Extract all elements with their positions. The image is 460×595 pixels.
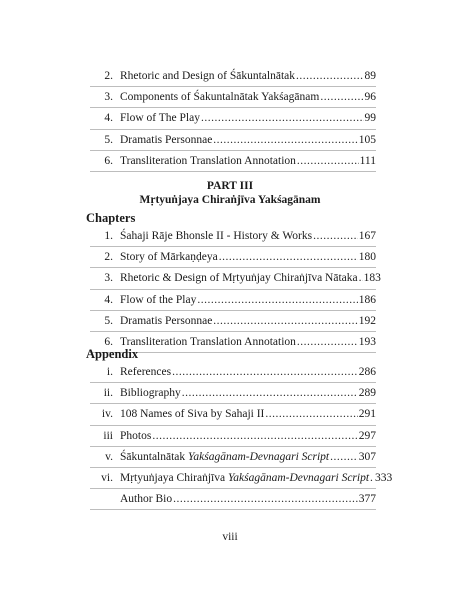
chapters-toc-list bbox=[90, 226, 381, 353]
entry-number: 4. bbox=[104, 112, 113, 125]
dot-leader bbox=[173, 489, 358, 509]
entry-title: Rhetoric & Design of Mṛtyuṅjay Chiraṅjīva Nātaka bbox=[120, 272, 358, 285]
entry-title: Śahaji Rāje Bhonsle II - History & Works bbox=[120, 230, 313, 242]
toc-entry bbox=[90, 426, 376, 447]
entry-title: Bibliography bbox=[120, 387, 181, 400]
dot-leader bbox=[297, 332, 358, 352]
dot-leader bbox=[172, 362, 358, 382]
entry-page-number: 167 bbox=[358, 230, 376, 242]
toc-entry bbox=[90, 66, 376, 87]
entry-number: i. bbox=[106, 366, 113, 378]
dot-leader bbox=[296, 66, 363, 86]
entry-title-italic: Yakśagānam-Devnagari Script bbox=[227, 471, 370, 484]
entry-title bbox=[120, 447, 329, 467]
part-two-toc-list bbox=[90, 66, 376, 172]
entry-page-number: 111 bbox=[359, 154, 376, 167]
entry-number: 3. bbox=[104, 272, 113, 285]
dot-leader bbox=[213, 311, 357, 331]
dot-leader bbox=[313, 226, 358, 246]
toc-entry bbox=[90, 226, 376, 247]
toc-entry bbox=[90, 383, 376, 404]
entry-number: 5. bbox=[104, 133, 113, 146]
entry-title: Rhetoric and Design of Śākuntalnātak bbox=[120, 70, 296, 82]
entry-title: Transliteration Translation Annotation bbox=[120, 335, 296, 348]
toc-entry bbox=[90, 311, 376, 332]
dot-leader bbox=[265, 404, 357, 424]
entry-page-number: 180 bbox=[358, 251, 376, 264]
toc-entry bbox=[90, 468, 393, 489]
page-folio: viii bbox=[222, 531, 238, 543]
dot-leader bbox=[201, 108, 364, 128]
entry-page-number: 377 bbox=[358, 493, 376, 506]
entry-number: 1. bbox=[104, 230, 113, 242]
toc-entry bbox=[90, 130, 376, 151]
entry-title: 108 Names of Siva by Sahaji II bbox=[120, 408, 265, 421]
toc-entry bbox=[90, 87, 376, 108]
toc-entry bbox=[90, 108, 376, 129]
entry-title: Dramatis Personnae bbox=[120, 314, 213, 327]
toc-entry bbox=[90, 489, 376, 510]
entry-page-number: 291 bbox=[358, 408, 376, 421]
entry-page-number: 105 bbox=[358, 133, 376, 146]
entry-page-number: 286 bbox=[358, 366, 376, 378]
dot-leader bbox=[182, 383, 358, 403]
entry-number: 2. bbox=[104, 70, 113, 82]
entry-title: References bbox=[120, 366, 172, 378]
entry-number: 2. bbox=[104, 251, 113, 264]
toc-entry bbox=[90, 290, 376, 311]
entry-title bbox=[120, 468, 369, 488]
dot-leader bbox=[213, 130, 357, 150]
dot-leader bbox=[370, 468, 374, 488]
entry-page-number: 186 bbox=[358, 293, 376, 306]
entry-title-roman: Mṛtyuṅjaya Chiraṅjīva bbox=[120, 471, 228, 484]
dot-leader bbox=[320, 87, 363, 107]
entry-page-number: 89 bbox=[364, 70, 376, 82]
entry-number: 5. bbox=[104, 314, 113, 327]
toc-entry bbox=[90, 362, 376, 383]
dot-leader bbox=[219, 247, 358, 267]
entry-page-number: 192 bbox=[358, 314, 376, 327]
dot-leader bbox=[359, 268, 363, 288]
dot-leader bbox=[152, 426, 357, 446]
entry-title-roman: Śākuntalnātak bbox=[120, 450, 189, 463]
dot-leader bbox=[197, 290, 357, 310]
entry-title: Flow of The Play bbox=[120, 112, 200, 125]
toc-entry bbox=[90, 447, 376, 468]
entry-title: Dramatis Personnae bbox=[120, 133, 213, 146]
entry-number: vi. bbox=[101, 471, 113, 484]
appendix-toc-list bbox=[90, 362, 393, 510]
appendix-heading: Appendix bbox=[86, 347, 139, 361]
entry-number: 6. bbox=[104, 154, 113, 167]
entry-title: Photos bbox=[120, 429, 152, 442]
part-title: Mṛtyuṅjaya Chiraṅjīva Yakśagānam bbox=[139, 194, 321, 206]
entry-number: ii. bbox=[103, 387, 113, 400]
entry-page-number: 183 bbox=[363, 272, 381, 285]
entry-title: Components of Śakuntalnātak Yakśagānam bbox=[120, 91, 320, 104]
toc-entry bbox=[90, 404, 376, 425]
entry-page-number: 289 bbox=[358, 387, 376, 400]
entry-page-number: 333 bbox=[375, 471, 393, 484]
dot-leader bbox=[297, 151, 359, 171]
entry-number: 3. bbox=[104, 91, 113, 104]
entry-title: Transliteration Translation Annotation bbox=[120, 154, 296, 167]
entry-number: iv. bbox=[101, 408, 113, 421]
entry-number: 4. bbox=[104, 293, 113, 306]
toc-entry bbox=[90, 247, 376, 268]
part-label: PART III bbox=[206, 180, 254, 192]
toc-entry bbox=[90, 268, 381, 289]
chapters-heading: Chapters bbox=[86, 211, 136, 225]
entry-number: iii bbox=[103, 429, 113, 442]
toc-entry bbox=[90, 151, 376, 172]
entry-page-number: 307 bbox=[358, 450, 376, 463]
entry-title: Flow of the Play bbox=[120, 293, 197, 306]
entry-page-number: 297 bbox=[358, 429, 376, 442]
entry-title-italic: Yakśagānam-Devnagari Script bbox=[188, 450, 330, 463]
entry-page-number: 99 bbox=[364, 112, 376, 125]
entry-title: Story of Mārkaṇḍeya bbox=[120, 251, 218, 264]
entry-number: 6. bbox=[104, 335, 113, 348]
dot-leader bbox=[330, 447, 358, 467]
entry-title: Author Bio bbox=[120, 493, 173, 506]
entry-number: v. bbox=[105, 450, 113, 463]
entry-page-number: 193 bbox=[358, 335, 376, 348]
entry-page-number: 96 bbox=[364, 91, 376, 104]
